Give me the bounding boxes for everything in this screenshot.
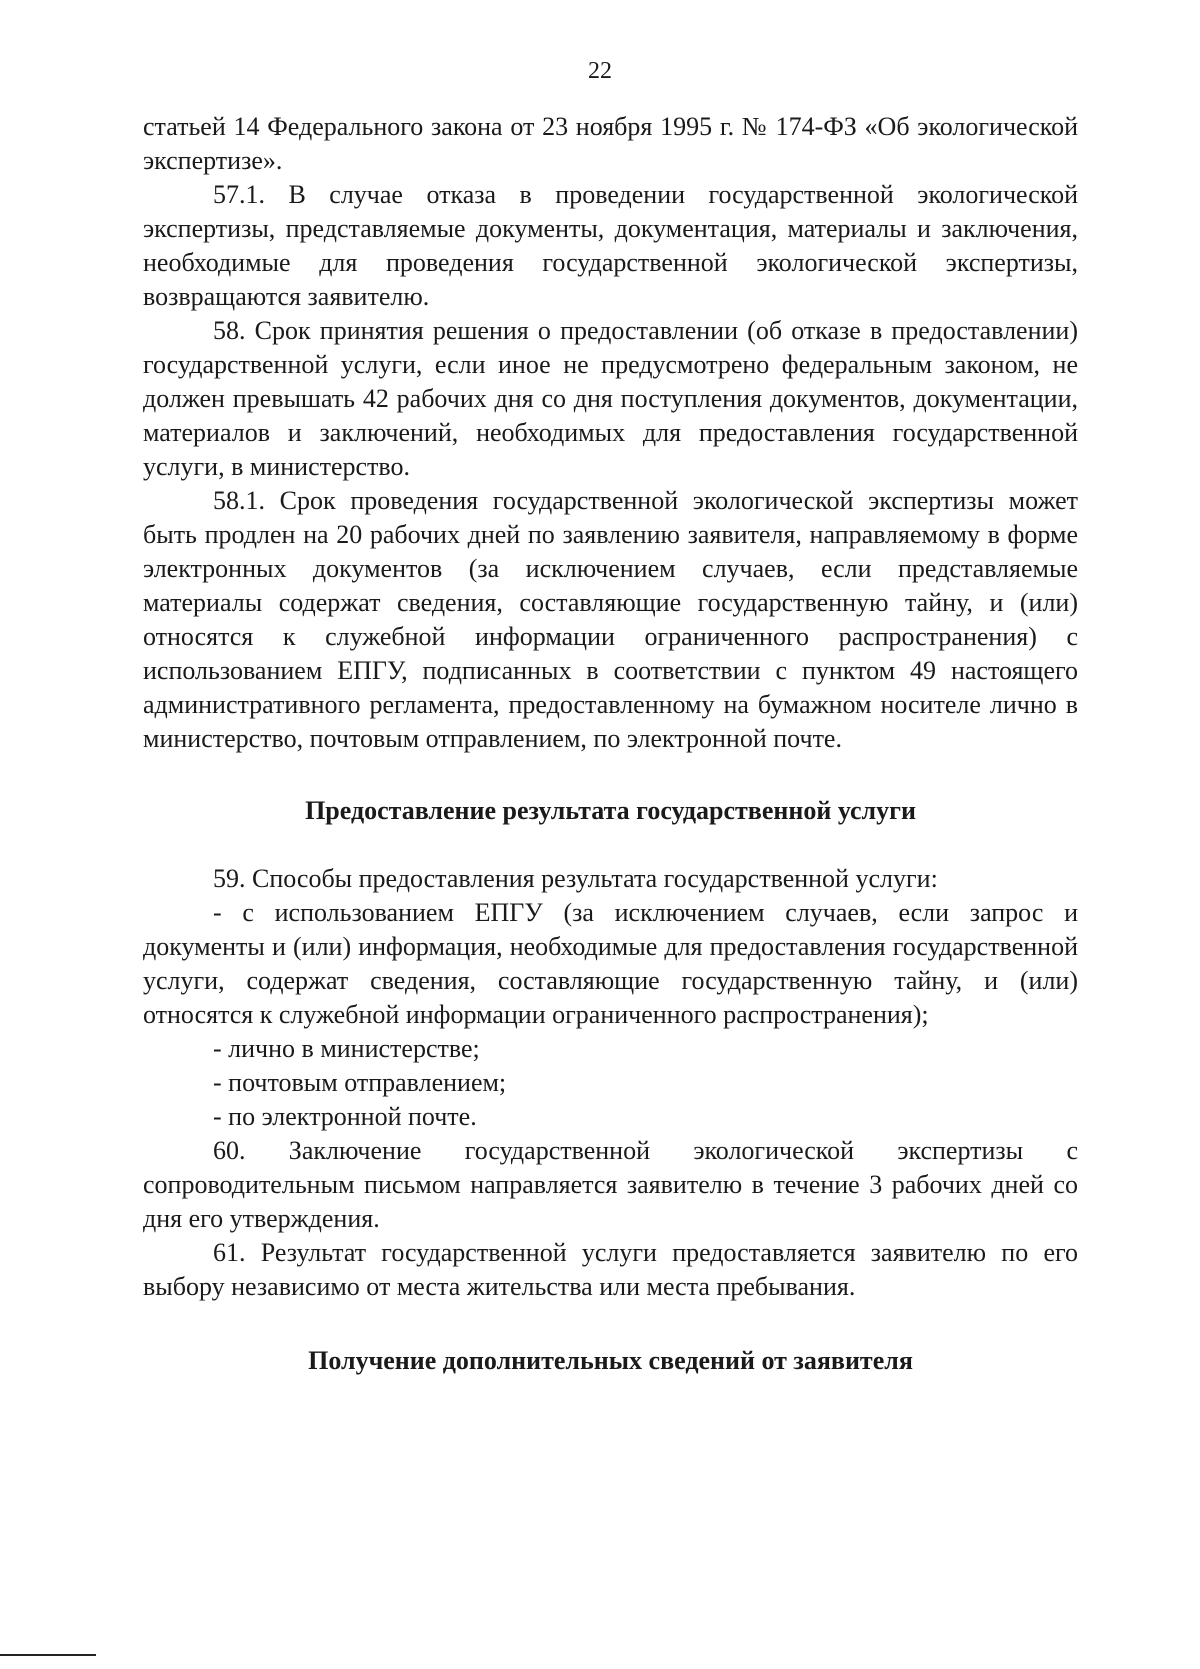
paragraph-58: 58. Срок принятия решения о предоставлении (об отказе в предоставлении) государственной услуги, если иное не предусмотрено федеральным законом, не должен превышать 42 рабочих дня со дня поступления документов, документации, материалов и заключений, необходимых для предоставления государственной услуги, в министерство. — [143, 316, 1078, 481]
section-heading-additional-info: Получение дополнительных сведений от заявителя — [308, 1346, 913, 1375]
paragraph-57-1: 57.1. В случае отказа в проведении государственной экологической экспертизы, представляемые документы, документация, материалы и заключения, необходимые для проведения государственной экологической экспертизы, возвращаются заявителю. — [143, 180, 1078, 311]
list-item-epgu: - с использованием ЕПГУ (за исключением случаев, если запрос и документы и (или) информация, необходимые для предоставления государственной услуги, содержат сведения, составляющие государственную тайну, и (или) относятся к служебной информации ограниченного распространения); — [143, 898, 1078, 1029]
paragraph-60: 60. Заключение государственной экологической экспертизы с сопроводительным письмом направляется заявителю в течение 3 рабочих дней со дня его утверждения. — [143, 1136, 1078, 1233]
paragraph-ecological-expertise-law: статьей 14 Федерального закона от 23 ноября 1995 г. № 174-ФЗ «Об экологической экспертизе». — [143, 112, 1078, 175]
paragraph-61: 61. Результат государственной услуги предоставляется заявителю по его выбору независимо от места жительства или места пребывания. — [143, 1238, 1078, 1301]
section-heading-result-provision: Предоставление результата государственной услуги — [305, 796, 916, 825]
list-item-by-mail: - почтовым отправлением; — [213, 1068, 507, 1097]
list-item-in-person: - лично в министерстве; — [213, 1034, 480, 1063]
paragraph-59: 59. Способы предоставления результата государственной услуги: — [213, 864, 938, 893]
list-item-by-email: - по электронной почте. — [213, 1102, 477, 1131]
paragraph-58-1: 58.1. Срок проведения государственной экологической экспертизы может быть продлен на 20 рабочих дней по заявлению заявителя, направляемому в форме электронных документов (за исключением случаев, если представляемые материалы содержат сведения, составляющие государственную тайну, и (или) относятся к служебной информации ограниченного распространения) с использованием ЕПГУ, подписанных в соответствии с пунктом 49 настоящего административного регламента, предоставленному на бумажном носителе лично в министерство, почтовым отправлением, по электронной почте. — [143, 486, 1078, 753]
page-number: 22 — [588, 58, 612, 84]
document-body — [143, 110, 1078, 1378]
footer-divider — [0, 1654, 96, 1656]
